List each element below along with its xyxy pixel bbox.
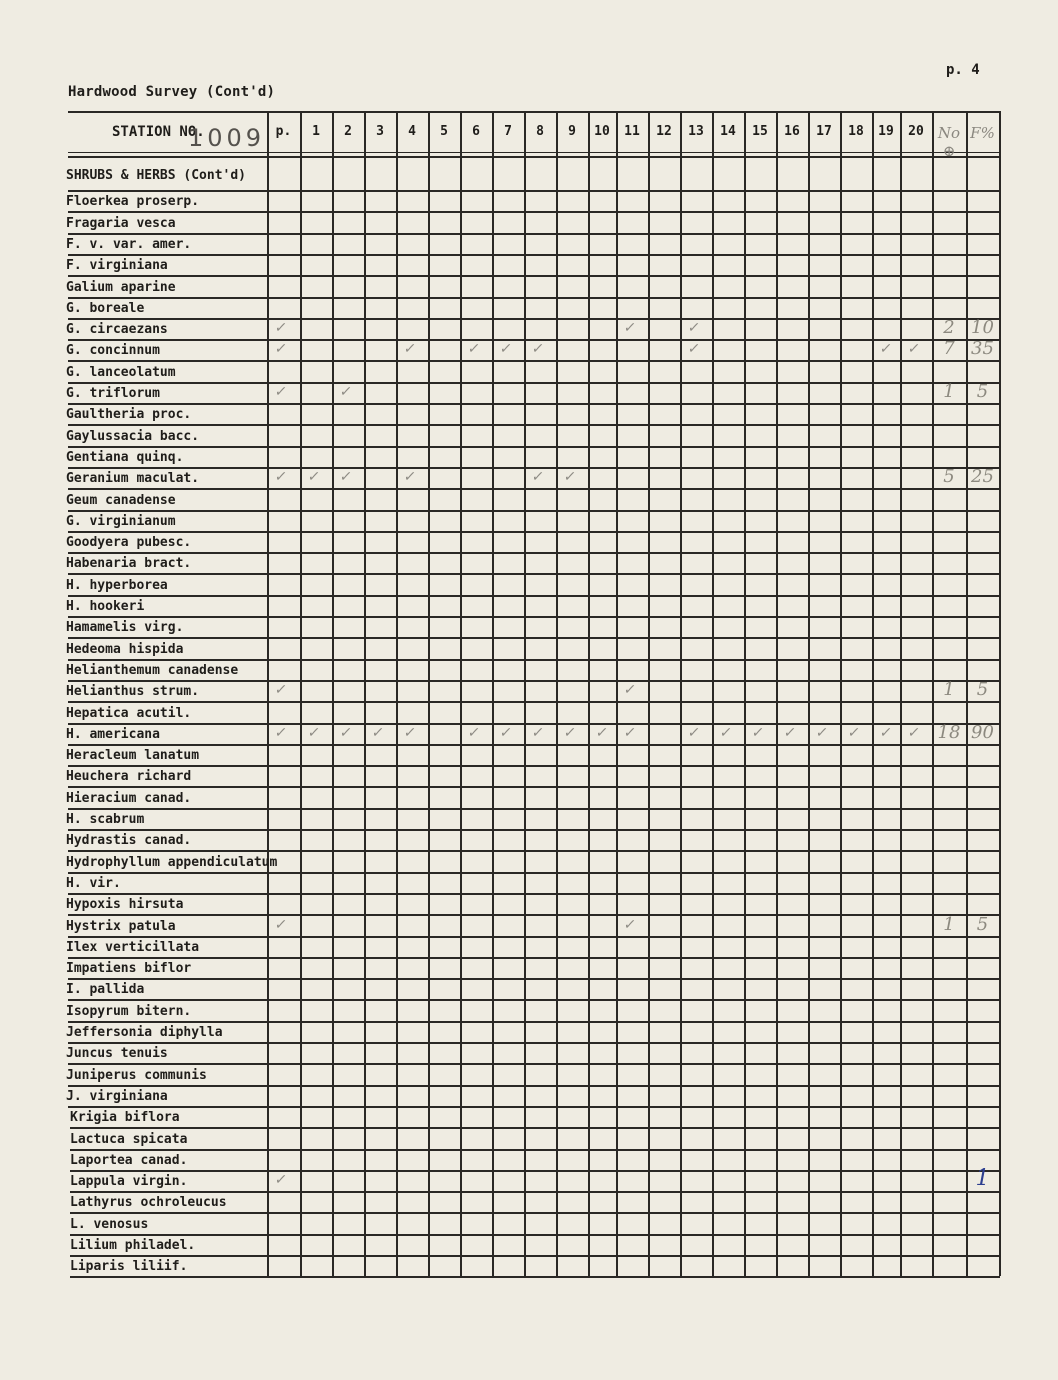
check-mark: ✓ — [273, 320, 289, 336]
check-mark: ✓ — [686, 341, 702, 357]
document-title: Hardwood Survey (Cont'd) — [68, 84, 276, 100]
table-row-rule — [68, 318, 1000, 320]
column-header: p. — [275, 124, 292, 139]
column-header: 16 — [784, 124, 800, 139]
species-name: Laportea canad. — [70, 1153, 188, 1168]
check-mark: ✓ — [562, 469, 578, 485]
frequency-value: 90 — [971, 722, 994, 743]
column-divider — [556, 111, 558, 1276]
column-divider — [872, 111, 874, 1276]
species-name: Krigia biflora — [70, 1110, 180, 1125]
column-header: 11 — [624, 124, 640, 139]
column-header: 7 — [504, 124, 512, 139]
table-row-rule — [68, 1021, 1000, 1023]
table-row-rule — [68, 510, 1000, 512]
check-mark: ✓ — [338, 384, 354, 400]
column-header: 12 — [656, 124, 672, 139]
check-mark: ✓ — [273, 917, 289, 933]
table-row-rule — [68, 1063, 1000, 1065]
table-row-rule — [68, 786, 1000, 788]
column-header: No ⊕ — [937, 124, 961, 160]
species-name: J. virginiana — [66, 1089, 168, 1104]
species-name: Lactuca spicata — [70, 1132, 188, 1147]
column-divider — [999, 111, 1001, 1276]
table-row-rule — [68, 978, 1000, 980]
species-name: Jeffersonia diphylla — [66, 1025, 223, 1040]
species-name: I. pallida — [66, 982, 145, 997]
column-header: 15 — [752, 124, 768, 139]
frequency-value: 25 — [971, 466, 994, 487]
species-name: Heracleum lanatum — [66, 748, 200, 763]
column-header: 5 — [440, 124, 448, 139]
count-value: 18 — [937, 722, 961, 743]
check-mark: ✓ — [622, 725, 638, 741]
table-row-rule — [68, 999, 1000, 1001]
check-mark: ✓ — [498, 725, 514, 741]
species-name: G. triflorum — [66, 386, 160, 401]
column-divider — [588, 111, 590, 1276]
species-name: Lathyrus ochroleucus — [70, 1195, 227, 1210]
check-mark: ✓ — [273, 725, 289, 741]
species-name: Fragaria vesca — [66, 216, 176, 231]
species-name: Lilium philadel. — [70, 1238, 196, 1253]
species-name: Isopyrum bitern. — [66, 1004, 192, 1019]
column-header: 8 — [536, 124, 544, 139]
column-header: 17 — [816, 124, 832, 139]
check-mark: ✓ — [402, 725, 418, 741]
table-row-rule — [70, 1255, 1000, 1257]
table-row-rule — [70, 1212, 1000, 1214]
frequency-value: 35 — [971, 338, 994, 359]
species-name: Ilex verticillata — [66, 940, 200, 955]
count-value: 1 — [943, 381, 955, 402]
frequency-value: 1 — [975, 1166, 990, 1191]
species-name: F. v. var. amer. — [66, 237, 192, 252]
table-row-rule — [68, 531, 1000, 533]
species-name: Geranium maculat. — [66, 471, 200, 486]
species-name: Hamamelis virg. — [66, 620, 184, 635]
table-row-rule — [68, 424, 1000, 426]
column-header: 20 — [908, 124, 924, 139]
species-name: H. scabrum — [66, 812, 145, 827]
check-mark: ✓ — [402, 341, 418, 357]
column-header: 13 — [688, 124, 704, 139]
table-row-rule — [68, 808, 1000, 810]
column-divider — [776, 111, 778, 1276]
table-row-rule — [68, 360, 1000, 362]
table-row-rule — [70, 1234, 1000, 1236]
check-mark: ✓ — [878, 725, 894, 741]
species-name: Hedeoma hispida — [66, 642, 184, 657]
column-header: 2 — [344, 124, 352, 139]
check-mark: ✓ — [273, 469, 289, 485]
species-name: Gaultheria proc. — [66, 407, 192, 422]
column-divider — [648, 111, 650, 1276]
column-header: 9 — [568, 124, 576, 139]
check-mark: ✓ — [718, 725, 734, 741]
table-row-rule — [68, 1085, 1000, 1087]
table-row-rule — [70, 1127, 1000, 1129]
species-name: Hydrastis canad. — [66, 833, 192, 848]
count-value: 7 — [943, 338, 955, 359]
check-mark: ✓ — [273, 682, 289, 698]
species-name: Hydrophyllum appendiculatum — [66, 855, 278, 870]
species-name: Gentiana quinq. — [66, 450, 184, 465]
species-name: H. vir. — [66, 876, 121, 891]
table-row-rule — [68, 872, 1000, 874]
count-value: 1 — [943, 679, 955, 700]
table-row-rule — [70, 1191, 1000, 1193]
column-header: F% — [970, 124, 995, 142]
table-row-rule — [68, 957, 1000, 959]
column-divider — [524, 111, 526, 1276]
check-mark: ✓ — [562, 725, 578, 741]
species-name: Hieracium canad. — [66, 791, 192, 806]
species-name: L. venosus — [70, 1217, 149, 1232]
species-name: Liparis liliif. — [70, 1259, 188, 1274]
check-mark: ✓ — [306, 725, 322, 741]
species-name: G. circaezans — [66, 322, 168, 337]
table-row-rule — [68, 1042, 1000, 1044]
header-rule — [68, 152, 1000, 153]
column-divider — [808, 111, 810, 1276]
species-name: Floerkea proserp. — [66, 194, 200, 209]
table-row-rule — [68, 297, 1000, 299]
check-mark: ✓ — [273, 384, 289, 400]
check-mark: ✓ — [622, 682, 638, 698]
species-name: G. lanceolatum — [66, 365, 176, 380]
species-name: Lappula virgin. — [70, 1174, 188, 1189]
column-header: 19 — [878, 124, 894, 139]
column-header: 10 — [594, 124, 610, 139]
check-mark: ✓ — [594, 725, 610, 741]
check-mark: ✓ — [906, 341, 922, 357]
table-row-rule — [70, 1276, 1000, 1278]
station-number: 1009 — [188, 124, 266, 152]
table-row-rule — [68, 893, 1000, 895]
check-mark: ✓ — [686, 320, 702, 336]
check-mark: ✓ — [686, 725, 702, 741]
section-label: SHRUBS & HERBS (Cont'd) — [66, 168, 247, 183]
table-row-rule — [68, 403, 1000, 405]
species-name: F. virginiana — [66, 258, 168, 273]
species-name: Geum canadense — [66, 493, 176, 508]
table-row-rule — [68, 488, 1000, 490]
table-row-rule — [68, 659, 1000, 661]
species-name: Hepatica acutil. — [66, 706, 192, 721]
species-name: Gaylussacia bacc. — [66, 429, 200, 444]
frequency-value: 5 — [976, 381, 989, 402]
column-divider — [744, 111, 746, 1276]
species-name: Helianthus strum. — [66, 684, 200, 699]
column-header: 6 — [472, 124, 480, 139]
check-mark: ✓ — [498, 341, 514, 357]
column-divider — [840, 111, 842, 1276]
column-header: 3 — [376, 124, 384, 139]
check-mark: ✓ — [750, 725, 766, 741]
species-name: Impatiens biflor — [66, 961, 192, 976]
check-mark: ✓ — [273, 341, 289, 357]
table-row-rule — [68, 744, 1000, 746]
table-row-rule — [68, 233, 1000, 235]
section-rule — [68, 190, 1000, 192]
table-row-rule — [68, 914, 1000, 916]
column-header: 1 — [312, 124, 320, 139]
header-rule-double — [68, 156, 1000, 158]
check-mark: ✓ — [273, 1172, 289, 1188]
check-mark: ✓ — [906, 725, 922, 741]
table-row-rule — [68, 254, 1000, 256]
column-divider — [900, 111, 902, 1276]
species-name: Hystrix patula — [66, 919, 176, 934]
table-row-rule — [68, 701, 1000, 703]
check-mark: ✓ — [338, 725, 354, 741]
column-divider — [428, 111, 430, 1276]
column-divider — [492, 111, 494, 1276]
table-row-rule — [68, 595, 1000, 597]
check-mark: ✓ — [782, 725, 798, 741]
column-divider — [396, 111, 398, 1276]
column-divider — [332, 111, 334, 1276]
count-value: 1 — [943, 914, 955, 935]
species-name: Juniperus communis — [66, 1068, 207, 1083]
column-divider — [680, 111, 682, 1276]
table-row-rule — [68, 765, 1000, 767]
table-row-rule — [68, 680, 1000, 682]
species-name: Juncus tenuis — [66, 1046, 168, 1061]
species-name: Habenaria bract. — [66, 556, 192, 571]
check-mark: ✓ — [530, 469, 546, 485]
check-mark: ✓ — [814, 725, 830, 741]
table-row-rule — [68, 829, 1000, 831]
column-divider — [267, 111, 269, 1276]
count-value: 5 — [943, 466, 955, 487]
check-mark: ✓ — [530, 341, 546, 357]
column-header: 14 — [720, 124, 736, 139]
species-name: H. americana — [66, 727, 160, 742]
check-mark: ✓ — [846, 725, 862, 741]
check-mark: ✓ — [878, 341, 894, 357]
column-header: 18 — [848, 124, 864, 139]
table-row-rule — [70, 1170, 1000, 1172]
table-row-rule — [68, 637, 1000, 639]
frequency-value: 5 — [976, 914, 989, 935]
check-mark: ✓ — [370, 725, 386, 741]
frequency-value: 10 — [971, 317, 994, 338]
table-row-rule — [68, 275, 1000, 277]
species-name: Goodyera pubesc. — [66, 535, 192, 550]
species-name: H. hookeri — [66, 599, 145, 614]
check-mark: ✓ — [622, 320, 638, 336]
check-mark: ✓ — [530, 725, 546, 741]
species-name: Hypoxis hirsuta — [66, 897, 184, 912]
column-divider — [712, 111, 714, 1276]
station-label: STATION NO. — [112, 124, 205, 140]
check-mark: ✓ — [466, 725, 482, 741]
table-row-rule — [68, 382, 1000, 384]
species-name: G. concinnum — [66, 343, 160, 358]
table-row-rule — [68, 936, 1000, 938]
check-mark: ✓ — [338, 469, 354, 485]
table-row-rule — [70, 1149, 1000, 1151]
table-row-rule — [68, 552, 1000, 554]
table-row-rule — [68, 211, 1000, 213]
column-header: 4 — [408, 124, 416, 139]
count-value: 2 — [943, 317, 955, 338]
column-divider — [364, 111, 366, 1276]
species-name: G. virginianum — [66, 514, 176, 529]
table-top-rule — [68, 111, 1000, 113]
table-row-rule — [68, 616, 1000, 618]
column-divider — [460, 111, 462, 1276]
species-name: Galium aparine — [66, 280, 176, 295]
check-mark: ✓ — [622, 917, 638, 933]
table-row-rule — [68, 850, 1000, 852]
frequency-value: 5 — [976, 679, 989, 700]
species-name: Heuchera richard — [66, 769, 192, 784]
species-name: Helianthemum canadense — [66, 663, 239, 678]
column-divider — [300, 111, 302, 1276]
check-mark: ✓ — [402, 469, 418, 485]
page-number: p. 4 — [946, 62, 980, 78]
table-row-rule — [68, 1106, 1000, 1108]
column-divider — [616, 111, 618, 1276]
species-name: G. boreale — [66, 301, 145, 316]
table-row-rule — [68, 573, 1000, 575]
check-mark: ✓ — [466, 341, 482, 357]
species-name: H. hyperborea — [66, 578, 168, 593]
table-row-rule — [68, 446, 1000, 448]
check-mark: ✓ — [306, 469, 322, 485]
